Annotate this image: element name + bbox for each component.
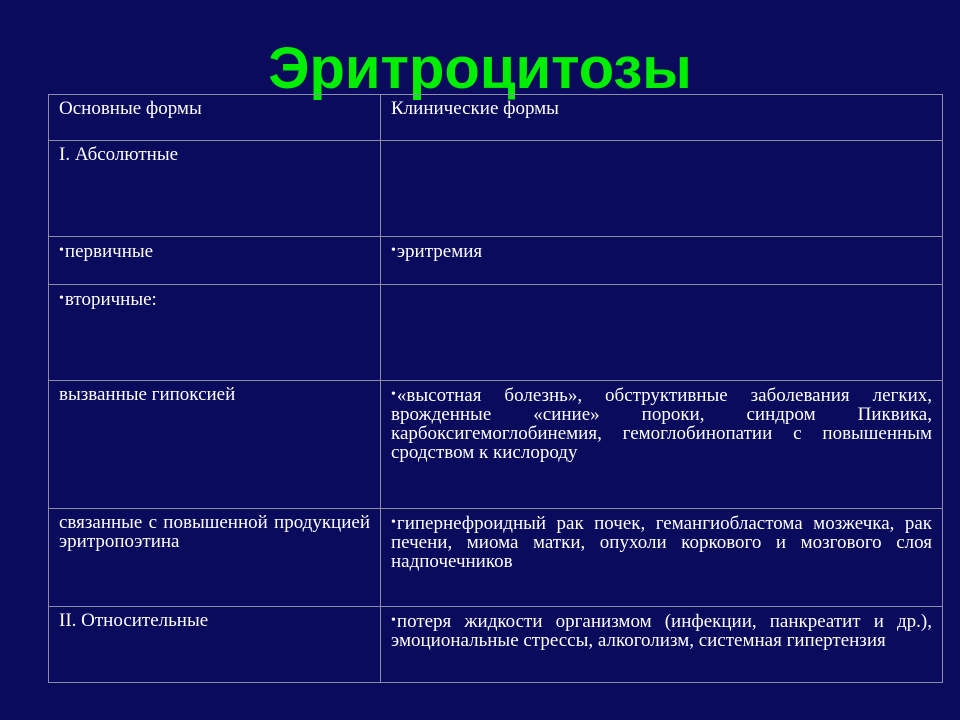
table-header-row xyxy=(49,95,943,141)
clinical-form-cell xyxy=(381,607,943,683)
table-row xyxy=(49,509,943,607)
clinical-form-text: потеря жидкости организмом (инфекции, панкреатит и др.), эмоциональные стрессы, алкоголизм, системная гипертензия xyxy=(391,611,932,651)
main-form-cell xyxy=(49,509,381,607)
main-form-text: первичные xyxy=(64,241,154,262)
clinical-form-text: «высотная болезнь», обструктивные заболевания легких, врожденные «синие» пороки, синдром Пиквика, карбоксигемоглобинемия, гемоглобинопатии с повышенным сродством к кислороду xyxy=(391,385,932,463)
bullet-icon: • xyxy=(391,387,396,402)
bullet-icon: • xyxy=(391,243,396,258)
main-form-cell xyxy=(49,381,381,509)
header-main-forms-label: Основные формы xyxy=(59,98,202,119)
header-clinical-forms xyxy=(381,95,943,141)
table-row xyxy=(49,285,943,381)
main-form-text: II. Относительные xyxy=(59,610,209,631)
clinical-form-cell xyxy=(381,141,943,237)
table-row xyxy=(49,237,943,285)
main-form-cell xyxy=(49,607,381,683)
clinical-form-text: эритремия xyxy=(396,241,483,262)
header-clinical-forms-label: Клинические формы xyxy=(391,98,559,119)
slide-title: Эритроцитозы xyxy=(268,36,692,101)
header-main-forms xyxy=(49,95,381,141)
table-row xyxy=(49,607,943,683)
main-form-text: вторичные: xyxy=(64,289,157,310)
table-row xyxy=(49,141,943,237)
clinical-form-text: гипернефроидный рак почек, гемангиобластома мозжечка, рак печени, миома матки, опухоли коркового и мозгового слоя надпочечников xyxy=(391,513,932,572)
clinical-form-cell xyxy=(381,509,943,607)
erythrocytosis-forms-table xyxy=(48,94,943,683)
clinical-form-cell xyxy=(381,381,943,509)
table-row xyxy=(49,381,943,509)
clinical-form-cell xyxy=(381,285,943,381)
bullet-icon: • xyxy=(391,613,396,628)
main-form-text: I. Абсолютные xyxy=(59,144,179,165)
main-form-text: связанные с повышенной продукцией эритропоэтина xyxy=(59,512,370,552)
bullet-icon: • xyxy=(391,515,396,530)
bullet-icon: • xyxy=(59,243,64,258)
clinical-form-cell xyxy=(381,237,943,285)
main-form-text: вызванные гипоксией xyxy=(59,384,236,405)
bullet-icon: • xyxy=(59,291,64,306)
main-form-cell xyxy=(49,285,381,381)
main-form-cell xyxy=(49,141,381,237)
main-form-cell xyxy=(49,237,381,285)
